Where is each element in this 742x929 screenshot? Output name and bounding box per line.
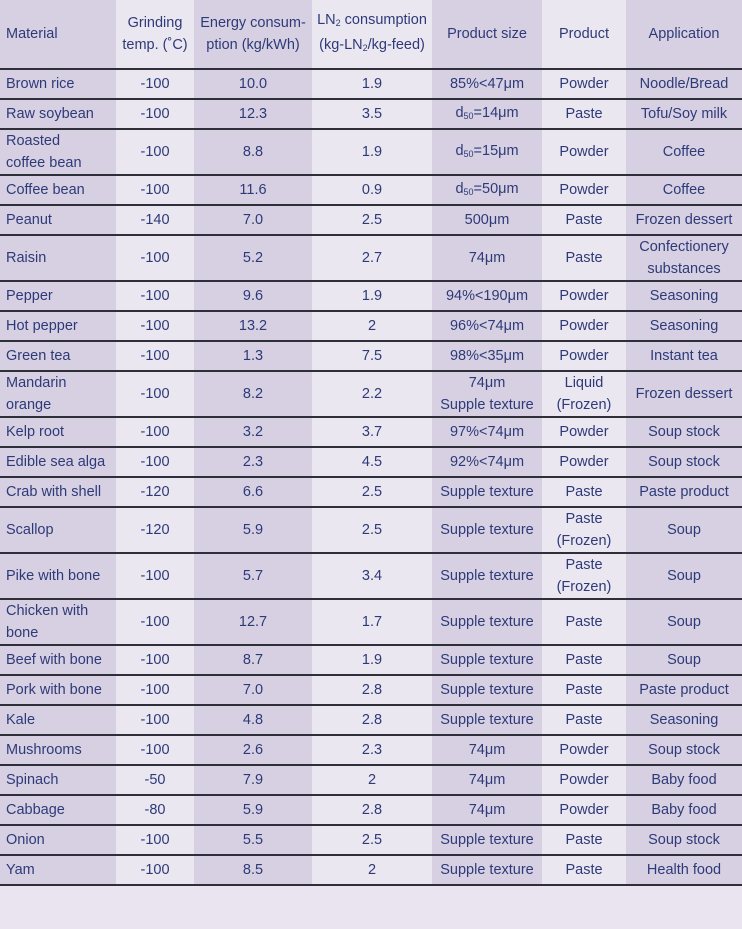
cell-product-size: Supple texture (432, 705, 542, 735)
cell-application: Frozen dessert (626, 371, 742, 417)
cell-product: Paste (542, 705, 626, 735)
cell-product-size: 96%<74μm (432, 311, 542, 341)
cell-ln2-consumption: 1.9 (312, 69, 432, 99)
cell-grinding-temp: -100 (116, 311, 194, 341)
cell-energy-consumption: 6.6 (194, 477, 312, 507)
cell-grinding-temp: -100 (116, 99, 194, 129)
cell-grinding-temp: -100 (116, 705, 194, 735)
header-grinding-temp: Grinding temp. (˚C) (116, 0, 194, 69)
cell-material: Green tea (0, 341, 116, 371)
cell-application: Instant tea (626, 341, 742, 371)
header-product: Product (542, 0, 626, 69)
table-row (0, 477, 742, 507)
cell-product-size: $d_{50}=15\mu m$ (432, 129, 542, 175)
cell-application: Soup (626, 507, 742, 553)
cell-energy-consumption: 8.7 (194, 645, 312, 675)
cell-ln2-consumption: 2 (312, 855, 432, 885)
cell-grinding-temp: -100 (116, 341, 194, 371)
cell-product: Powder (542, 175, 626, 205)
cell-energy-consumption: 7.0 (194, 205, 312, 235)
cell-product: Paste (542, 235, 626, 281)
table-row (0, 99, 742, 129)
cell-energy-consumption: 5.9 (194, 507, 312, 553)
cell-material: Roasted coffee bean (0, 129, 116, 175)
cell-grinding-temp: -100 (116, 675, 194, 705)
cell-energy-consumption: 2.6 (194, 735, 312, 765)
cell-grinding-temp: -100 (116, 417, 194, 447)
table-row (0, 675, 742, 705)
cell-grinding-temp: -50 (116, 765, 194, 795)
cell-grinding-temp: -100 (116, 645, 194, 675)
cell-energy-consumption: 9.6 (194, 281, 312, 311)
cell-application: Coffee (626, 129, 742, 175)
cell-material: Chicken with bone (0, 599, 116, 645)
cell-application: Health food (626, 855, 742, 885)
cell-energy-consumption: 7.0 (194, 675, 312, 705)
cell-ln2-consumption: 1.9 (312, 129, 432, 175)
cell-grinding-temp: -100 (116, 235, 194, 281)
table-row (0, 311, 742, 341)
cell-energy-consumption: 5.7 (194, 553, 312, 599)
cell-product: Powder (542, 281, 626, 311)
cell-product-size: 98%<35μm (432, 341, 542, 371)
cell-energy-consumption: 4.8 (194, 705, 312, 735)
cell-energy-consumption: 8.5 (194, 855, 312, 885)
cell-energy-consumption: 11.6 (194, 175, 312, 205)
cell-application: Paste product (626, 477, 742, 507)
cell-material: Peanut (0, 205, 116, 235)
cell-grinding-temp: -100 (116, 553, 194, 599)
cell-material: Pike with bone (0, 553, 116, 599)
cell-material: Pork with bone (0, 675, 116, 705)
cell-ln2-consumption: 2.8 (312, 675, 432, 705)
cell-application: Soup (626, 553, 742, 599)
table-row (0, 765, 742, 795)
cell-material: Beef with bone (0, 645, 116, 675)
cell-ln2-consumption: 2.5 (312, 205, 432, 235)
cell-material: Yam (0, 855, 116, 885)
header-product-size: Product size (432, 0, 542, 69)
cell-application: Soup (626, 599, 742, 645)
cell-product: Powder (542, 311, 626, 341)
table-row (0, 735, 742, 765)
header-material: Material (0, 0, 116, 69)
cell-ln2-consumption: 2.7 (312, 235, 432, 281)
cell-application: Seasoning (626, 705, 742, 735)
cell-product: Powder (542, 69, 626, 99)
header-application: Application (626, 0, 742, 69)
table-row (0, 175, 742, 205)
cell-energy-consumption: 13.2 (194, 311, 312, 341)
cell-energy-consumption: 10.0 (194, 69, 312, 99)
cell-product-size: 74μm (432, 795, 542, 825)
cell-grinding-temp: -100 (116, 371, 194, 417)
cell-material: Spinach (0, 765, 116, 795)
cell-product-size: 94%<190μm (432, 281, 542, 311)
cell-product: Paste (542, 205, 626, 235)
cell-material: Kale (0, 705, 116, 735)
cell-application: Confectionery substances (626, 235, 742, 281)
cell-material: Pepper (0, 281, 116, 311)
cell-application: Soup stock (626, 417, 742, 447)
cell-application: Paste product (626, 675, 742, 705)
cell-energy-consumption: 1.3 (194, 341, 312, 371)
cell-ln2-consumption: 3.7 (312, 417, 432, 447)
cell-application: Soup (626, 645, 742, 675)
cell-material: Hot pepper (0, 311, 116, 341)
cell-grinding-temp: -120 (116, 477, 194, 507)
cell-product-size: 74μm (432, 735, 542, 765)
cell-product: Paste (542, 645, 626, 675)
cell-product: Powder (542, 765, 626, 795)
cell-ln2-consumption: 2.8 (312, 705, 432, 735)
cell-product-size: Supple texture (432, 825, 542, 855)
cell-ln2-consumption: 2.5 (312, 507, 432, 553)
table-row (0, 341, 742, 371)
cell-energy-consumption: 8.8 (194, 129, 312, 175)
cell-application: Frozen dessert (626, 205, 742, 235)
table-row (0, 235, 742, 281)
cell-product-size: 74μm (432, 235, 542, 281)
cell-application: Coffee (626, 175, 742, 205)
cell-grinding-temp: -100 (116, 735, 194, 765)
cell-energy-consumption: 8.2 (194, 371, 312, 417)
cell-product-size: Supple texture (432, 599, 542, 645)
cell-product: Paste (542, 855, 626, 885)
cell-product: Paste (542, 675, 626, 705)
cell-product-size: Supple texture (432, 675, 542, 705)
cell-application: Seasoning (626, 281, 742, 311)
cell-ln2-consumption: 1.9 (312, 645, 432, 675)
table-row (0, 507, 742, 553)
cell-application: Soup stock (626, 447, 742, 477)
table-row (0, 129, 742, 175)
cell-application: Tofu/Soy milk (626, 99, 742, 129)
cell-material: Kelp root (0, 417, 116, 447)
cell-product: Paste (Frozen) (542, 553, 626, 599)
table-row (0, 645, 742, 675)
cell-energy-consumption: 5.5 (194, 825, 312, 855)
cell-ln2-consumption: 2 (312, 765, 432, 795)
cell-product: Powder (542, 129, 626, 175)
cell-application: Baby food (626, 765, 742, 795)
cell-product-size: 92%<74μm (432, 447, 542, 477)
cell-product: Paste (542, 599, 626, 645)
cell-product: Liquid (Frozen) (542, 371, 626, 417)
cell-product: Powder (542, 447, 626, 477)
cell-energy-consumption: 12.3 (194, 99, 312, 129)
cell-ln2-consumption: 2 (312, 311, 432, 341)
cell-grinding-temp: -140 (116, 205, 194, 235)
cell-material: Mandarin orange (0, 371, 116, 417)
cell-ln2-consumption: 3.4 (312, 553, 432, 599)
cell-product: Powder (542, 417, 626, 447)
table-row (0, 69, 742, 99)
cell-product: Paste (542, 825, 626, 855)
table-row (0, 795, 742, 825)
cell-application: Noodle/Bread (626, 69, 742, 99)
cell-energy-consumption: 7.9 (194, 765, 312, 795)
cell-product: Powder (542, 735, 626, 765)
cell-material: Cabbage (0, 795, 116, 825)
cell-grinding-temp: -80 (116, 795, 194, 825)
cell-ln2-consumption: 2.8 (312, 795, 432, 825)
cell-grinding-temp: -100 (116, 855, 194, 885)
table-body (0, 69, 742, 885)
cell-material: Crab with shell (0, 477, 116, 507)
cell-energy-consumption: 12.7 (194, 599, 312, 645)
cell-ln2-consumption: 4.5 (312, 447, 432, 477)
cell-ln2-consumption: 7.5 (312, 341, 432, 371)
cell-material: Brown rice (0, 69, 116, 99)
cell-material: Scallop (0, 507, 116, 553)
cell-product-size: Supple texture (432, 507, 542, 553)
cell-grinding-temp: -100 (116, 129, 194, 175)
cell-product-size: 500μm (432, 205, 542, 235)
header-energy-consumption: Energy consum- ption (kg/kWh) (194, 0, 312, 69)
table-row (0, 447, 742, 477)
header-row (0, 0, 742, 69)
cell-application: Seasoning (626, 311, 742, 341)
cell-ln2-consumption: 0.9 (312, 175, 432, 205)
table-row (0, 417, 742, 447)
cell-grinding-temp: -120 (116, 507, 194, 553)
cell-product-size: $d_{50}=50\mu m$ (432, 175, 542, 205)
cell-material: Edible sea alga (0, 447, 116, 477)
table-row (0, 825, 742, 855)
cell-product-size: Supple texture (432, 645, 542, 675)
table-row (0, 281, 742, 311)
cell-material: Onion (0, 825, 116, 855)
table-row (0, 371, 742, 417)
cell-grinding-temp: -100 (116, 281, 194, 311)
cell-grinding-temp: -100 (116, 599, 194, 645)
cell-ln2-consumption: 2.2 (312, 371, 432, 417)
cell-product: Powder (542, 341, 626, 371)
table-row (0, 553, 742, 599)
cell-material: Raw soybean (0, 99, 116, 129)
cell-application: Soup stock (626, 735, 742, 765)
cell-product-size: 97%<74μm (432, 417, 542, 447)
cell-energy-consumption: 5.2 (194, 235, 312, 281)
cell-grinding-temp: -100 (116, 175, 194, 205)
cell-application: Soup stock (626, 825, 742, 855)
cell-product-size: 74μm Supple texture (432, 371, 542, 417)
cell-ln2-consumption: 2.5 (312, 477, 432, 507)
cell-product: Powder (542, 795, 626, 825)
cell-material: Mushrooms (0, 735, 116, 765)
cell-ln2-consumption: 1.7 (312, 599, 432, 645)
cell-material: Raisin (0, 235, 116, 281)
cell-product-size: Supple texture (432, 855, 542, 885)
cell-material: Coffee bean (0, 175, 116, 205)
cell-ln2-consumption: 2.5 (312, 825, 432, 855)
cell-grinding-temp: -100 (116, 825, 194, 855)
cell-application: Baby food (626, 795, 742, 825)
cell-product-size: Supple texture (432, 553, 542, 599)
cell-ln2-consumption: 3.5 (312, 99, 432, 129)
cell-grinding-temp: -100 (116, 447, 194, 477)
cell-product: Paste (542, 99, 626, 129)
cell-energy-consumption: 3.2 (194, 417, 312, 447)
header-ln2-consumption: $LN_2$ consumption $(kg-LN_2/kg-feed)$ (312, 0, 432, 69)
cell-energy-consumption: 5.9 (194, 795, 312, 825)
cell-product-size: Supple texture (432, 477, 542, 507)
cell-product-size: 74μm (432, 765, 542, 795)
cell-ln2-consumption: 1.9 (312, 281, 432, 311)
table-row (0, 855, 742, 885)
cell-product: Paste (Frozen) (542, 507, 626, 553)
table-row (0, 705, 742, 735)
table-row (0, 205, 742, 235)
cell-product-size: 85%<47μm (432, 69, 542, 99)
cell-energy-consumption: 2.3 (194, 447, 312, 477)
cell-ln2-consumption: 2.3 (312, 735, 432, 765)
cell-product-size: $d_{50}=14\mu m$ (432, 99, 542, 129)
cell-grinding-temp: -100 (116, 69, 194, 99)
table-row (0, 599, 742, 645)
cell-product: Paste (542, 477, 626, 507)
